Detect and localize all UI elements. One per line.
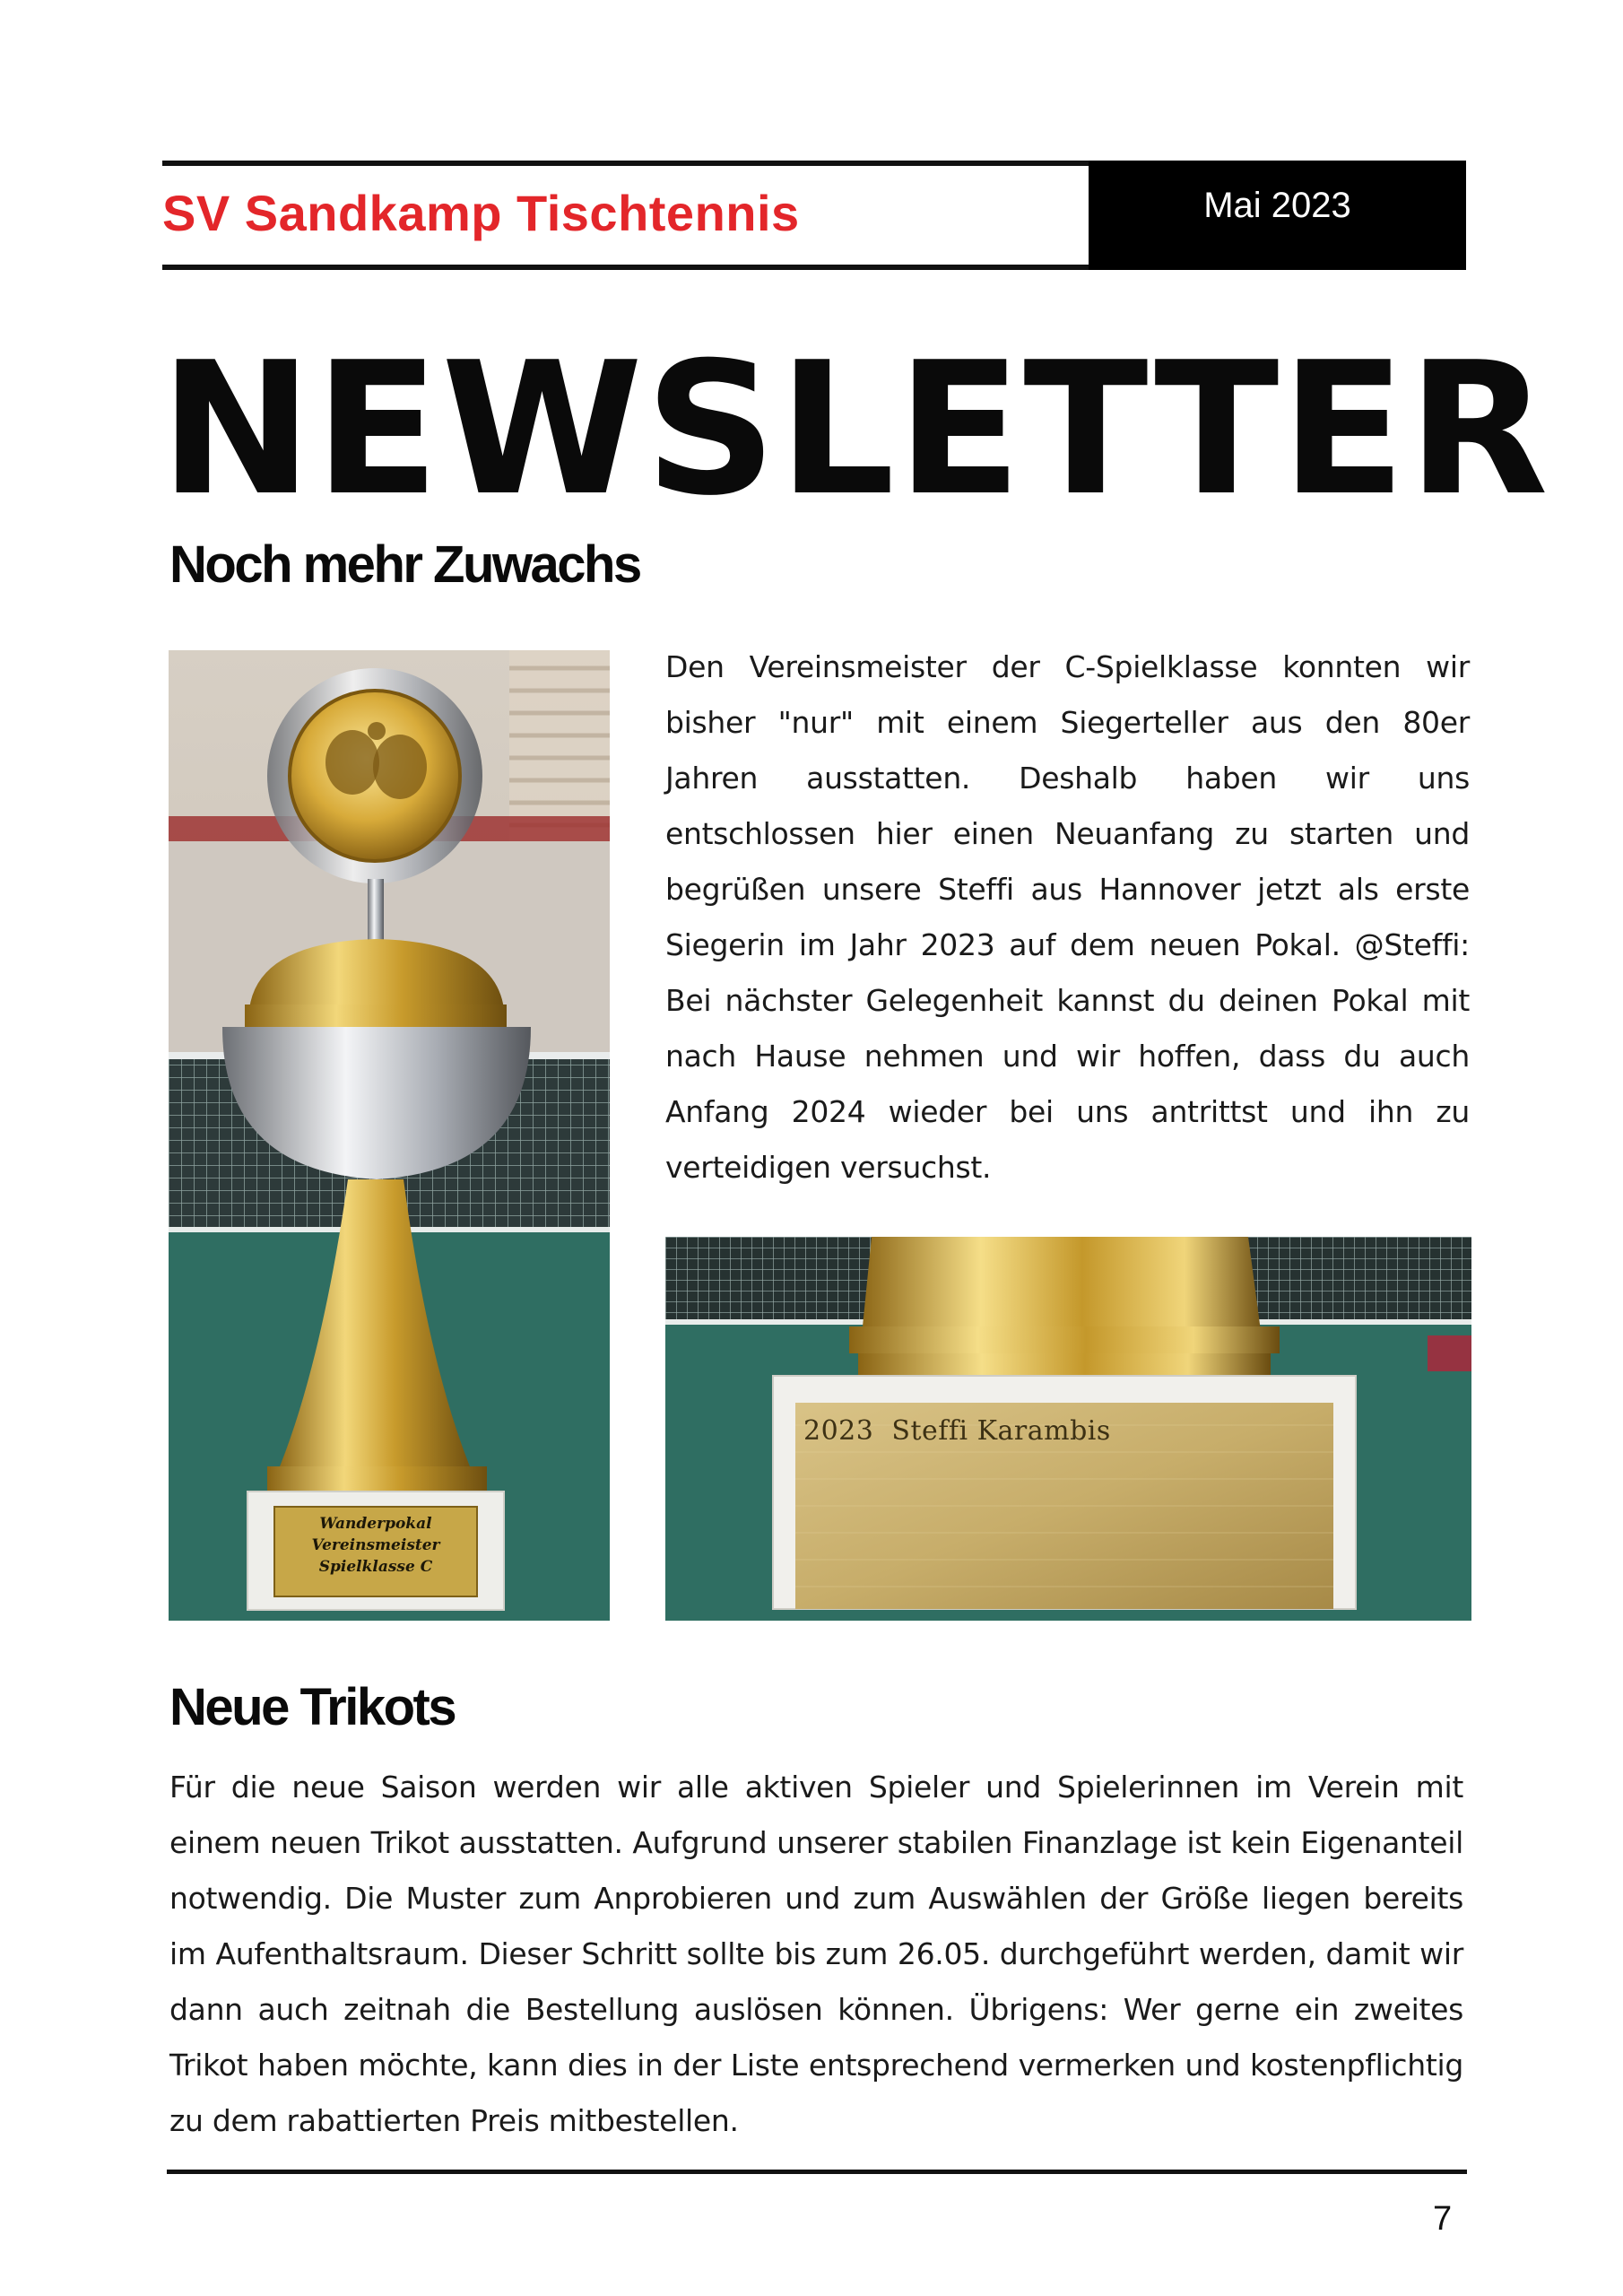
issue-date: Mai 2023 (1203, 185, 1351, 225)
plaque-line-1: Wanderpokal (319, 1515, 432, 1533)
engraving-text: 2023 Steffi Karambis (803, 1415, 1111, 1447)
section-heading-zuwachs: Noch mehr Zuwachs (169, 535, 640, 594)
footer-rule (167, 2170, 1467, 2174)
section1-body: Den Vereinsmeister der C-Spielklasse konnten wir bisher "nur" mit einem Siegerteller aus den 80er Jahren ausstatten. Deshalb haben wir uns entschlossen hier einen Neuanfang zu starten und begrüßen unsere Steffi aus Hannover jetzt als erste Siegerin im Jahr 2023 auf dem neuen Pokal. @Steffi: Bei nächster Gelegenheit kannst du deinen Pokal mit nach Hause nehmen und wir hoffen, dass du auch Anfang 2024 wieder bei uns antrittst und ihn zu verteidigen versuchst. (665, 649, 1470, 1185)
date-badge (1089, 161, 1466, 270)
trophy-plaque (274, 1513, 477, 1578)
club-name: SV Sandkamp Tischtennis (162, 185, 800, 241)
plaque-line-3: Spielklasse C (318, 1558, 433, 1576)
engraving-photo (665, 1237, 1471, 1621)
section2-body: Für die neue Saison werden wir alle aktiven Spieler und Spielerinnen im Verein mit einem neuen Trikot ausstatten. Aufgrund unserer stabilen Finanzlage ist kein Eigenanteil notwendig. Die Muster zum Anprobieren und zum Auswählen der Größe liegen bereits im Aufenthaltsraum. Dieser Schritt sollte bis zum 26.05. durchgeführt werden, damit wir dann auch zeitnah die Bestellung auslösen können. Übrigens: Wer gerne ein zweites Trikot haben möchte, kann dies in der Liste entsprechend vermerken und kostenpflichtig zu dem rabattierten Preis mitbestellen. (169, 1770, 1463, 2138)
trophy-photo (169, 650, 610, 1621)
masthead-title: NEWSLETTER (160, 324, 1550, 536)
section-heading-trikots: Neue Trikots (169, 1678, 456, 1736)
page-number: 7 (1433, 2200, 1453, 2238)
plaque-line-2: Vereinsmeister (311, 1536, 440, 1554)
